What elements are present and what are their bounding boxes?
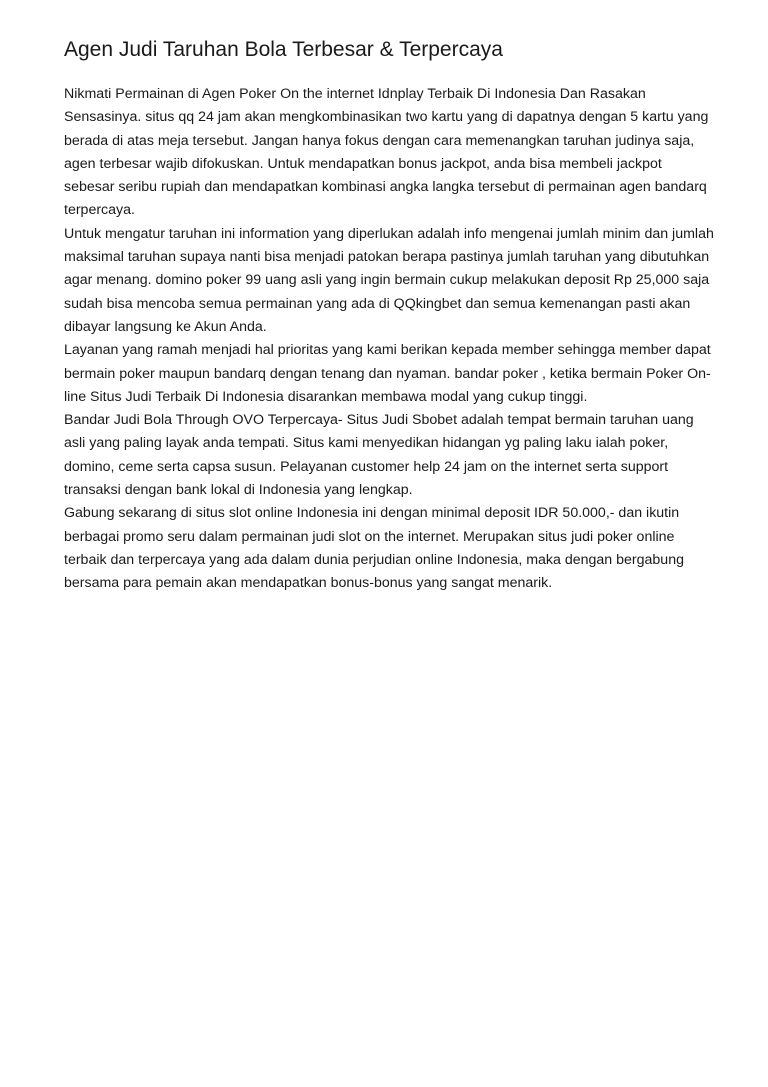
paragraph-1: Nikmati Permainan di Agen Poker On the internet Idnplay Terbaik Di Indonesia Dan Rasakan Sensasinya. situs qq 24 jam akan mengkombinasikan two kartu yang di dapatnya dengan 5 kartu yang berada di atas meja tersebut. Jangan hanya fokus dengan cara memenangkan taruhan judinya saja, agen terbesar wajib difokuskan. Untuk mendapatkan bonus jackpot, anda bisa membeli jackpot sebesar seribu rupiah dan mendapatkan kombinasi angka langka tersebut di permainan agen bandarq terpercaya.: [64, 86, 709, 219]
document-page: [64, 0, 714, 596]
paragraph-5: Gabung sekarang di situs slot online Indonesia ini dengan minimal deposit IDR 50.000,- dan ikutin berbagai promo seru dalam permainan judi slot on the internet. Merupakan situs judi poker online terbaik dan terpercaya yang ada dalam dunia perjudian online Indonesia, maka dengan bergabung bersama para pemain akan mendapatkan bonus-bonus yang sangat menarik.: [64, 505, 684, 592]
paragraph-2: Untuk mengatur taruhan ini information yang diperlukan adalah info mengenai jumlah minim dan jumlah maksimal taruhan supaya nanti bisa menjadi patokan berapa pastinya jumlah taruhan yang dibutuhkan agar menang. domino poker 99 uang asli yang ingin bermain cukup melakukan deposit Rp 25,000 saja sudah bisa mencoba semua permainan yang ada di QQkingbet dan semua kemenangan pasti akan dibayar langsung ke Akun Anda.: [64, 225, 714, 335]
paragraph-3: Layanan yang ramah menjadi hal prioritas yang kami berikan kepada member sehingga member dapat bermain poker maupun bandarq dengan tenang dan nyaman. bandar poker , ketika bermain Poker On-line Situs Judi Terbaik Di Indonesia disarankan membawa modal yang cukup tinggi.: [64, 342, 711, 405]
document-body: [64, 83, 714, 596]
document-title: Agen Judi Taruhan Bola Terbesar & Terpercaya: [64, 38, 503, 61]
paragraph-4: Bandar Judi Bola Through OVO Terpercaya- Situs Judi Sbobet adalah tempat bermain taruhan uang asli yang paling layak anda tempati. Situs kami menyedikan hidangan yg paling laku ialah poker, domino, ceme serta capsa susun. Pelayanan customer help 24 jam on the internet serta support transaksi dengan bank lokal di Indonesia yang lengkap.: [64, 412, 694, 499]
